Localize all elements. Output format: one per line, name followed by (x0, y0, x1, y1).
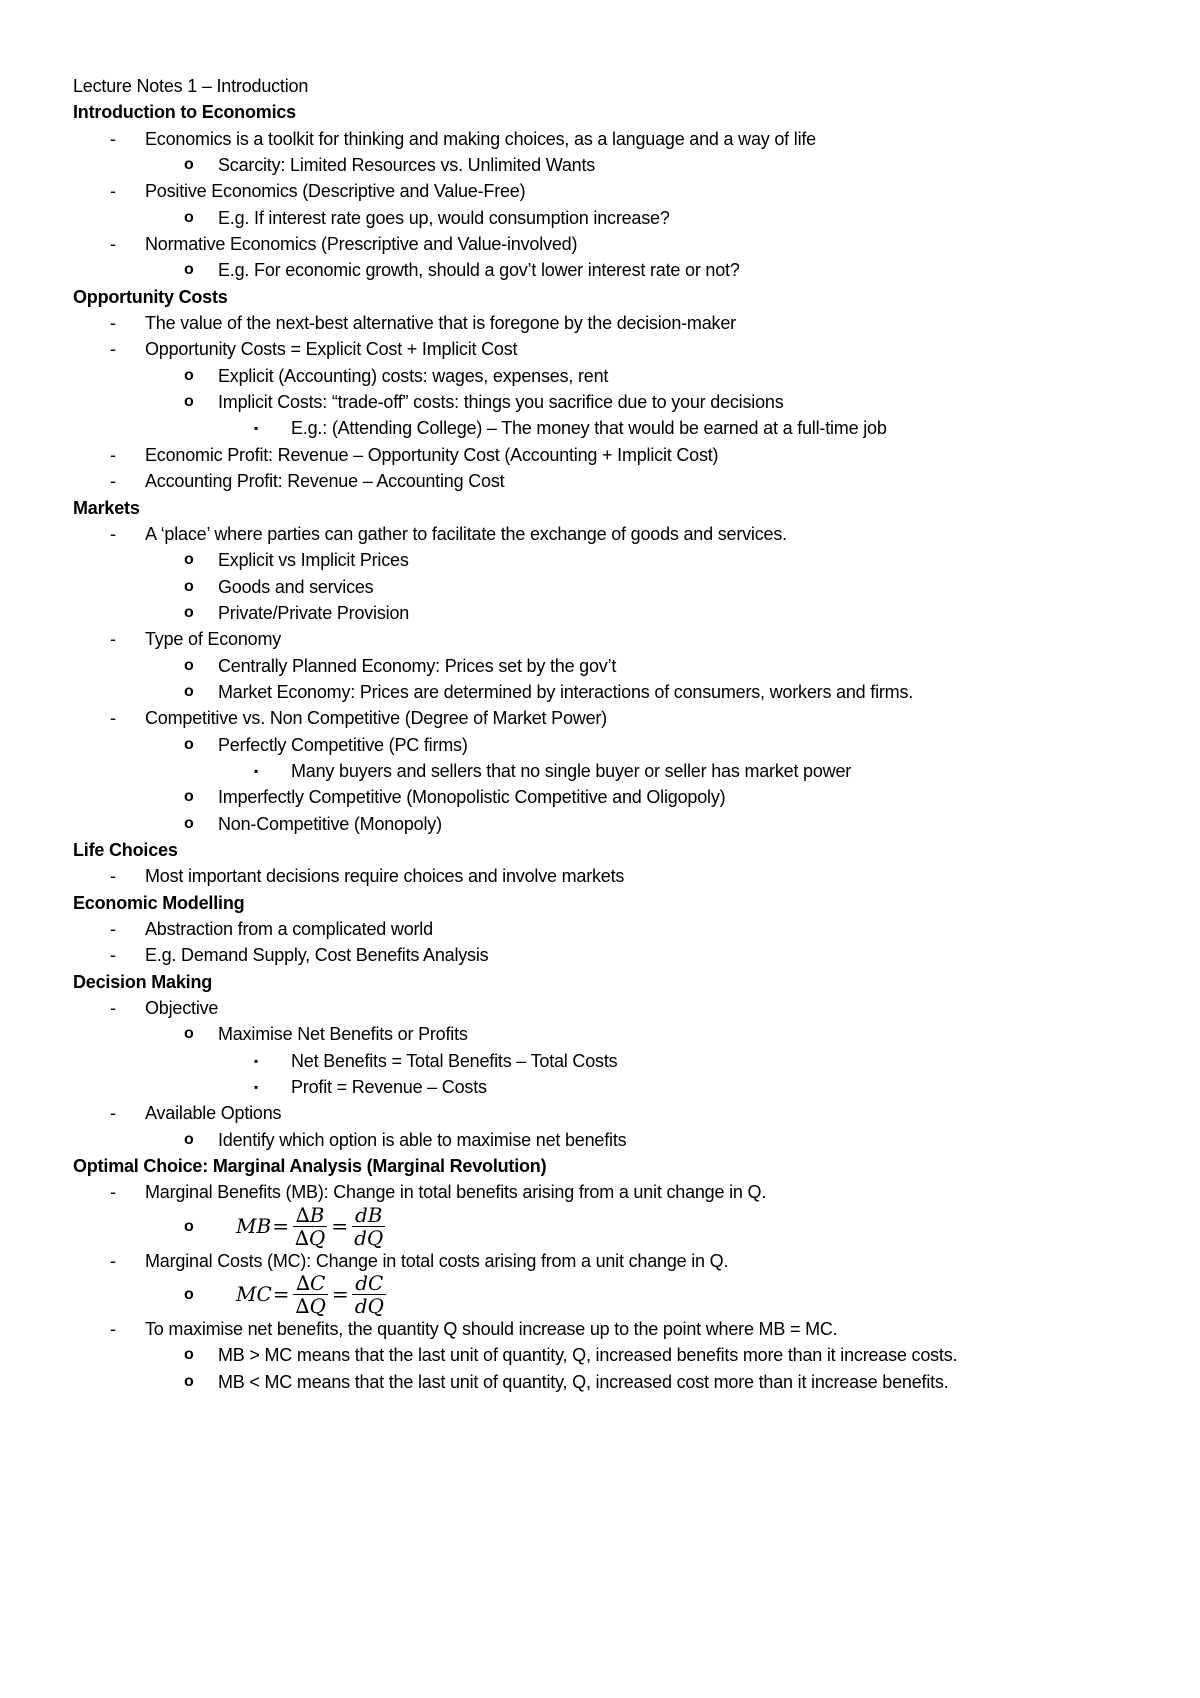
section-heading: Economic Modelling (73, 892, 245, 913)
bullet-marker: o (184, 393, 194, 411)
bullet-marker: - (110, 945, 116, 966)
sub-bullet-item (73, 1021, 1153, 1047)
item-text: Economics is a toolkit for thinking and making choices, as a language and a way of life (145, 128, 816, 149)
sub-bullet-item (73, 205, 1153, 231)
item-text: Marginal Benefits (MB): Change in total benefits arising from a unit change in Q. (145, 1182, 767, 1203)
equals-sign: = (272, 1214, 289, 1239)
sub-bullet-item (73, 152, 1153, 178)
bullet-item (73, 468, 1153, 494)
bullet-marker: o (184, 1286, 194, 1304)
item-text: Many buyers and sellers that no single buyer or seller has market power (291, 760, 852, 781)
bullet-item (73, 231, 1153, 257)
item-text: Market Economy: Prices are determined by interactions of consumers, workers and firms. (218, 681, 914, 702)
bullet-item (73, 705, 1153, 731)
bullet-marker: ▪ (254, 1053, 259, 1068)
item-text: Marginal Costs (MC): Change in total costs arising from a unit change in Q. (145, 1250, 729, 1271)
sub-bullet-item (73, 679, 1153, 705)
fraction-denominator: dQ (354, 1294, 384, 1319)
bullet-marker: - (110, 866, 116, 887)
bullet-marker: o (184, 1025, 194, 1043)
item-text: Goods and services (218, 576, 374, 597)
section-heading: Optimal Choice: Marginal Analysis (Marginal Revolution) (73, 1156, 547, 1177)
bullet-item (73, 336, 1153, 362)
item-text: Type of Economy (145, 629, 282, 650)
fraction-derivative (351, 1204, 386, 1249)
item-text: Scarcity: Limited Resources vs. Unlimited Wants (218, 155, 596, 176)
fraction-delta (293, 1272, 329, 1317)
sub-sub-bullet-item (73, 1048, 1153, 1074)
bullet-marker: o (184, 814, 194, 832)
bullet-marker: - (110, 1182, 116, 1203)
sub-bullet-item (73, 811, 1153, 837)
bullet-marker: ▪ (254, 1080, 259, 1095)
item-text: MB < MC means that the last unit of quantity, Q, increased cost more than it increase benefits. (218, 1371, 949, 1392)
item-text: Normative Economics (Prescriptive and Value-involved) (145, 234, 578, 255)
bullet-marker: - (110, 1319, 116, 1340)
fraction-delta (292, 1204, 328, 1249)
item-text: E.g.: (Attending College) – The money that would be earned at a full-time job (291, 418, 887, 439)
bullet-marker: o (184, 1217, 194, 1235)
bullet-item (73, 916, 1153, 942)
bullet-marker: ▪ (254, 763, 259, 778)
bullet-marker: o (184, 1372, 194, 1390)
bullet-item (73, 442, 1153, 468)
bullet-marker: o (184, 156, 194, 174)
item-text: Explicit vs Implicit Prices (218, 550, 409, 571)
item-text: Opportunity Costs = Explicit Cost + Implicit Cost (145, 339, 518, 360)
fraction-numerator: ∆C (293, 1272, 328, 1295)
bullet-marker: o (184, 366, 194, 384)
sub-bullet-item (73, 653, 1153, 679)
section-heading: Markets (73, 497, 140, 518)
bullet-marker: - (110, 234, 116, 255)
equals-sign: = (331, 1214, 349, 1239)
item-text: Economic Profit: Revenue – Opportunity Cost (Accounting + Implicit Cost) (145, 444, 719, 465)
sub-bullet-item (73, 574, 1153, 600)
item-text: Explicit (Accounting) costs: wages, expenses, rent (218, 365, 609, 386)
formula-line (73, 1202, 1153, 1250)
sub-sub-bullet-item (73, 415, 1153, 441)
bullet-marker: - (110, 1103, 116, 1124)
sub-bullet-item (73, 732, 1153, 758)
item-text: Profit = Revenue – Costs (291, 1077, 487, 1098)
equals-sign: = (272, 1282, 290, 1307)
notes-content (73, 99, 1153, 1395)
bullet-item (73, 995, 1153, 1021)
item-text: Identify which option is able to maximise net benefits (218, 1129, 627, 1150)
bullet-marker: o (184, 1130, 194, 1148)
bullet-marker: o (184, 551, 194, 569)
item-text: E.g. If interest rate goes up, would consumption increase? (218, 207, 670, 228)
item-text: A ‘place’ where parties can gather to facilitate the exchange of goods and services. (145, 523, 787, 544)
bullet-item (73, 863, 1153, 889)
fraction-denominator: dQ (354, 1225, 384, 1250)
formula-lhs: MB (236, 1214, 272, 1239)
section-heading: Decision Making (73, 971, 213, 992)
bullet-marker: - (110, 523, 116, 544)
bullet-marker: - (110, 471, 116, 492)
bullet-marker: o (184, 735, 194, 753)
fraction-denominator: ∆Q (295, 1294, 326, 1319)
item-text: Implicit Costs: “trade-off” costs: things you sacrifice due to your decisions (218, 392, 784, 413)
formula-lhs: MC (236, 1282, 272, 1307)
equals-sign: = (331, 1282, 349, 1307)
bullet-marker: - (110, 313, 116, 334)
section-heading: Life Choices (73, 839, 178, 860)
item-text: Perfectly Competitive (PC firms) (218, 734, 468, 755)
bullet-marker: - (110, 128, 116, 149)
item-text: Non-Competitive (Monopoly) (218, 813, 442, 834)
bullet-marker: o (184, 577, 194, 595)
sub-bullet-item (73, 784, 1153, 810)
bullet-marker: o (184, 603, 194, 621)
bullet-marker: o (184, 1346, 194, 1364)
sub-bullet-item (73, 1369, 1153, 1395)
item-text: Net Benefits = Total Benefits – Total Costs (291, 1050, 618, 1071)
sub-bullet-item (73, 600, 1153, 626)
bullet-item (73, 1100, 1153, 1126)
bullet-item (73, 178, 1153, 204)
document-title: Lecture Notes 1 – Introduction (73, 76, 309, 96)
bullet-marker: - (110, 1250, 116, 1271)
item-text: Centrally Planned Economy: Prices set by the gov’t (218, 655, 617, 676)
sub-bullet-item (73, 363, 1153, 389)
item-text: Maximise Net Benefits or Profits (218, 1024, 468, 1045)
document-body (73, 73, 1153, 1395)
item-text: Positive Economics (Descriptive and Value-Free) (145, 181, 526, 202)
bullet-item (73, 126, 1153, 152)
bullet-item (73, 521, 1153, 547)
bullet-item (73, 942, 1153, 968)
item-text: To maximise net benefits, the quantity Q should increase up to the point where MB = MC. (145, 1319, 838, 1340)
bullet-marker: o (184, 656, 194, 674)
section-heading: Opportunity Costs (73, 286, 228, 307)
bullet-marker: - (110, 181, 116, 202)
fraction-numerator: ∆B (293, 1204, 328, 1227)
bullet-marker: - (110, 708, 116, 729)
fraction-derivative (352, 1272, 387, 1317)
sub-sub-bullet-item (73, 1074, 1153, 1100)
bullet-marker: - (110, 919, 116, 939)
bullet-item (73, 1179, 1153, 1205)
item-text: E.g. For economic growth, should a gov’t lower interest rate or not? (218, 260, 740, 281)
bullet-marker: - (110, 444, 116, 465)
item-text: Imperfectly Competitive (Monopolistic Competitive and Oligopoly) (218, 787, 726, 808)
bullet-marker: - (110, 339, 116, 360)
item-text: E.g. Demand Supply, Cost Benefits Analysis (145, 945, 489, 966)
bullet-marker: o (184, 261, 194, 279)
formula (236, 1204, 388, 1249)
bullet-item (73, 1248, 1153, 1274)
bullet-marker: o (184, 682, 194, 700)
item-text: Available Options (145, 1103, 282, 1124)
sub-bullet-item (73, 1342, 1153, 1368)
bullet-marker: o (184, 208, 194, 226)
formula-line (73, 1271, 1153, 1319)
fraction-numerator: dC (352, 1272, 386, 1295)
item-text: The value of the next-best alternative that is foregone by the decision-maker (145, 313, 736, 334)
item-text: Accounting Profit: Revenue – Accounting Cost (145, 471, 505, 492)
bullet-item (73, 1316, 1153, 1342)
item-text: Most important decisions require choices and involve markets (145, 866, 625, 887)
formula (236, 1272, 389, 1317)
bullet-item (73, 310, 1153, 336)
bullet-item (73, 626, 1153, 652)
item-text: Abstraction from a complicated world (145, 919, 433, 939)
bullet-marker: o (184, 788, 194, 806)
sub-bullet-item (73, 257, 1153, 283)
bullet-marker: - (110, 629, 116, 650)
section-heading: Introduction to Economics (73, 102, 296, 123)
fraction-numerator: dB (352, 1204, 386, 1227)
sub-bullet-item (73, 1127, 1153, 1153)
item-text: Competitive vs. Non Competitive (Degree of Market Power) (145, 708, 607, 729)
item-text: Private/Private Provision (218, 602, 410, 623)
sub-bullet-item (73, 389, 1153, 415)
sub-sub-bullet-item (73, 758, 1153, 784)
bullet-marker: - (110, 998, 116, 1019)
bullet-marker: ▪ (254, 421, 259, 436)
item-text: MB > MC means that the last unit of quantity, Q, increased benefits more than it increase costs. (218, 1345, 958, 1366)
sub-bullet-item (73, 547, 1153, 573)
fraction-denominator: ∆Q (294, 1225, 326, 1250)
item-text: Objective (145, 998, 219, 1019)
